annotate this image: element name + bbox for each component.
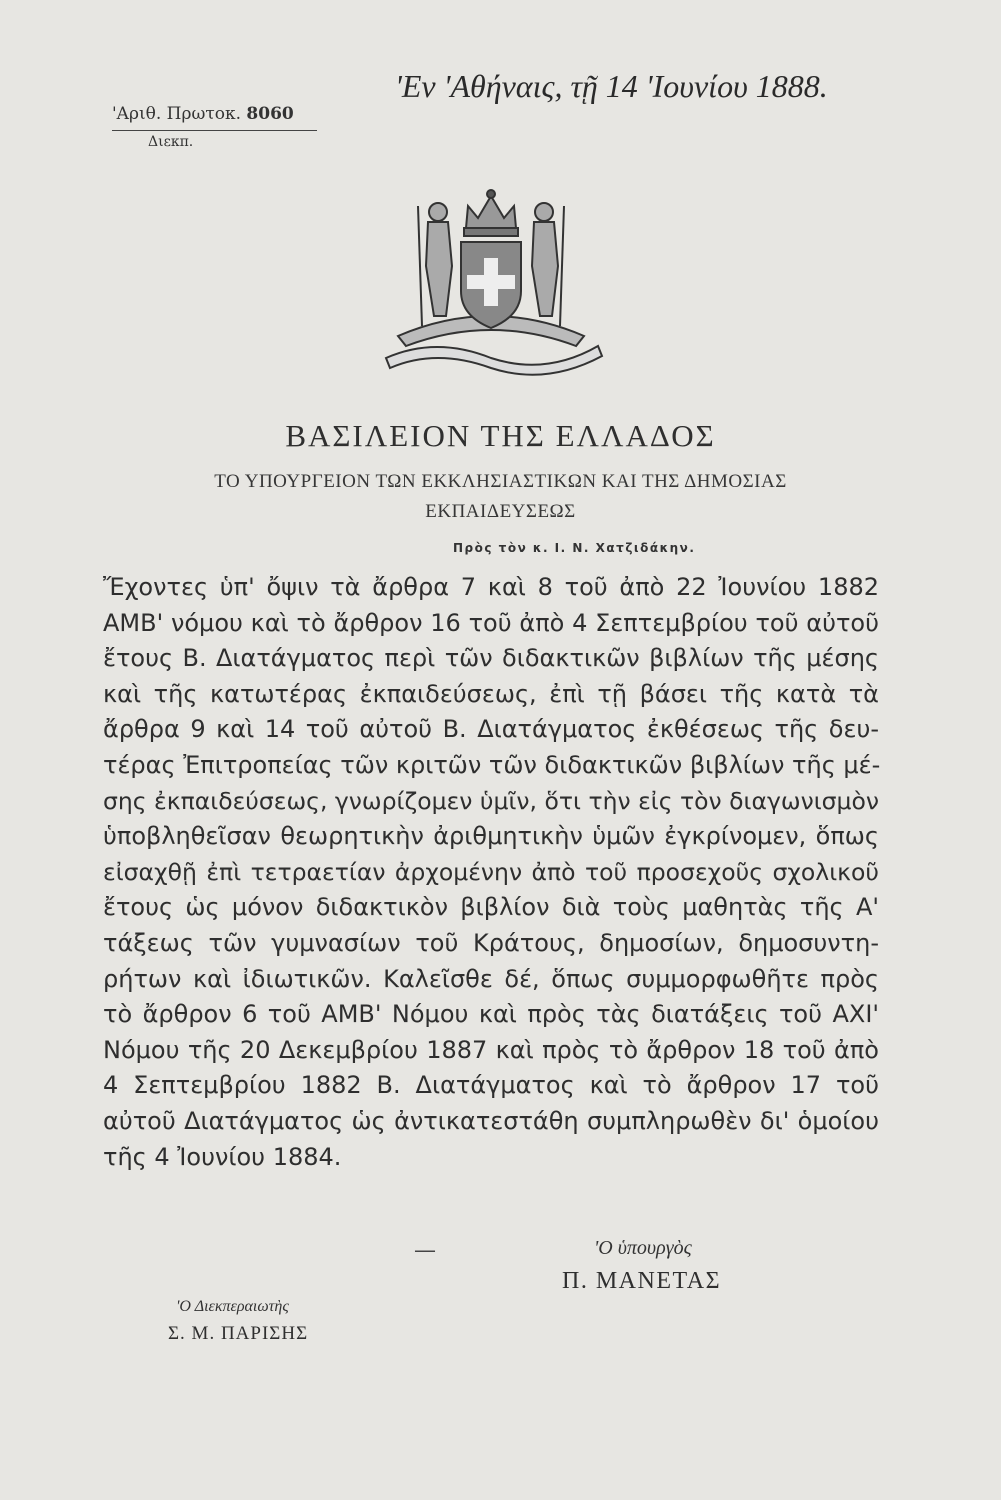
body-line: ἄρθρα 9 καὶ 14 τοῦ αὐτοῦ Β. Διατάγματος ἐκθέσεως τῆς δευ- <box>103 715 879 744</box>
body-line: εἰσαχθῇ ἐπὶ τετραετίαν ἀρχομένην ἀπὸ τοῦ προσεχοῦς σχολικοῦ <box>103 857 879 886</box>
dateline: 'Εν 'Αθήναις, τῇ 14 'Ιουνίου 1888. <box>395 68 828 104</box>
body-line: τάξεως τῶν γυμνασίων τοῦ Κράτους, δημοσίων, δημοσυντη- <box>103 928 879 957</box>
ministry-heading <box>0 467 1001 527</box>
body-line: Νόμου τῆς 20 Δεκεμβρίου 1887 καὶ πρὸς τὸ ἄρθρον 18 τοῦ ἀπὸ <box>103 1035 879 1064</box>
ministry-line-1: ΤΟ ΥΠΟΥΡΓΕΙΟΝ ΤΩΝ ΕΚΚΛΗΣΙΑΣΤΙΚΩΝ ΚΑΙ ΤΗΣ ΔΗΜΟΣΙΑΣ <box>214 471 787 492</box>
body-line: ὑποβληθεῖσαν θεωρητικὴν ἀριθμητικὴν ὑμῶν ἐγκρίνομεν, ὅπως <box>103 822 879 851</box>
body-line: ἔτους Β. Διατάγματος περὶ τῶν διδακτικῶν βιβλίων τῆς μέσης <box>103 644 879 673</box>
protocol-block <box>112 104 317 150</box>
ministry-line-2: ΕΚΠΑΙΔΕΥΣΕΩΣ <box>425 501 576 522</box>
body-line: Ἔχοντες ὑπ' ὄψιν τὰ ἄρθρα 7 καὶ 8 τοῦ ἀπὸ 22 Ἰουνίου 1882 <box>103 573 879 601</box>
body-line: 4 Σεπτεμβρίου 1882 Β. Διατάγματος καὶ τὸ ἄρθρον 17 τοῦ <box>103 1071 879 1100</box>
body-line: σης ἐκπαιδεύσεως, γνωρίζομεν ὑμῖν, ὅτι τὴν εἰς τὸν διαγωνισμὸν <box>103 786 879 815</box>
body-line: τὸ ἄρθρον 6 τοῦ ΑΜΒ' Νόμου καὶ πρὸς τὰς διατάξεις τοῦ ΑΧΙ' <box>103 1000 879 1029</box>
minister-title: 'Ο ὑπουργὸς <box>594 1237 692 1259</box>
body-line: αὐτοῦ Διατάγματος ὡς ἀντικατεστάθη συμπληρωθὲν δι' ὁμοίου <box>103 1106 879 1135</box>
body-line: ΑΜΒ' νόμου καὶ τὸ ἄρθρον 16 τοῦ ἀπὸ 4 Σεπτεμβρίου τοῦ αὐτοῦ <box>103 608 879 637</box>
kingdom-heading: ΒΑΣΙΛΕΙΟΝ ΤΗΣ ΕΛΛΑΔΟΣ <box>285 418 716 453</box>
deputy-title: 'Ο Διεκπεραιωτὴς <box>176 1298 289 1315</box>
deputy-name: Σ. Μ. ΠΑΡΙΣΗΣ <box>168 1323 309 1344</box>
protocol-number: 8060 <box>246 104 294 124</box>
body-line: καὶ τῆς κατωτέρας ἐκπαιδεύσεως, ἐπὶ τῇ βάσει τῆς κατὰ τὰ <box>103 679 879 708</box>
body-line: ἔτους ὡς μόνον διδακτικὸν βιβλίον διὰ τοὺς μαθητὰς τῆς Α' <box>103 893 879 922</box>
protocol-number-line <box>112 104 317 131</box>
body-line: τέρας Ἐπιτροπείας τῶν κριτῶν τῶν διδακτικῶν βιβλίων τῆς μέ- <box>103 750 881 779</box>
protocol-sub: Διεκπ. <box>148 134 194 150</box>
letter-body <box>103 570 879 1175</box>
minister-name: Π. ΜΑΝΕΤΑΣ <box>562 1268 722 1294</box>
body-line: ρήτων καὶ ἰδιωτικῶν. Καλεῖσθε δέ, ὅπως συμμορφωθῆτε πρὸς <box>103 964 879 993</box>
greek-royal-coat-of-arms-icon <box>376 186 606 386</box>
body-line: τῆς 4 Ἰουνίου 1884. <box>103 1142 342 1171</box>
addressee: Πρὸς τὸν κ. Ι. Ν. Χατζιδάκην. <box>453 541 696 555</box>
protocol-label: 'Αριθ. Πρωτοκ. <box>112 104 242 124</box>
separator-dash: — <box>414 1238 436 1263</box>
